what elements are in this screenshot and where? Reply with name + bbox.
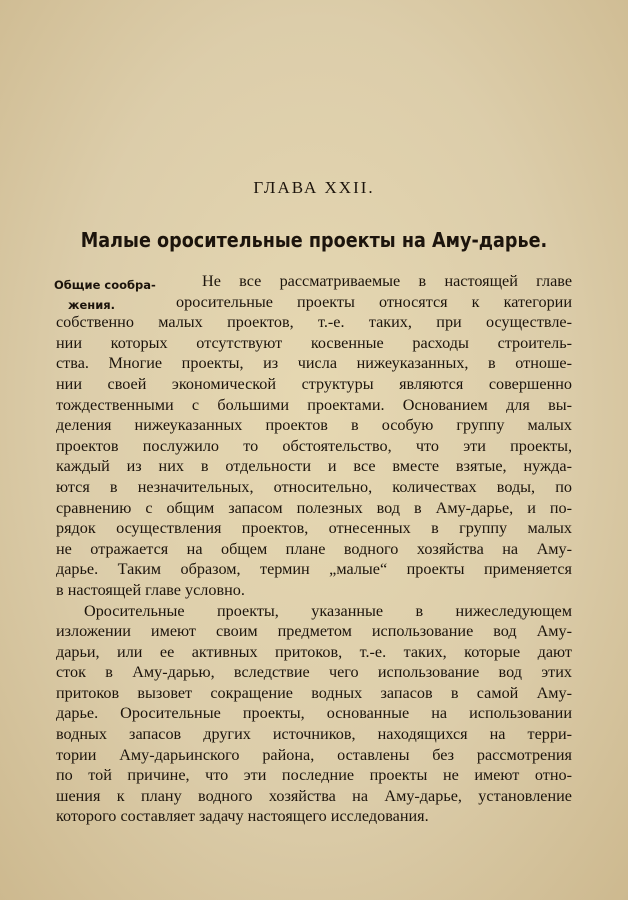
text-line: в настоящей главе условно. xyxy=(56,580,245,599)
text-line: по той причине, что эти последние проекты не имеют отно- xyxy=(56,766,572,785)
text-line: дарьи, или ее активных притоков, т.-е. таких, которые дают xyxy=(56,642,572,661)
text-line: Оросительные проекты, указанные в нижеследующем xyxy=(84,601,572,620)
text-line: сток в Аму-дарью, вследствие чего использование вод этих xyxy=(56,663,572,682)
margin-note-line: Общие сообра- xyxy=(54,278,156,292)
text-line: дарье. Таким образом, термин „малые“ проекты применяется xyxy=(56,560,572,579)
text-line: собственно малых проектов, т.-е. таких, при осуществле- xyxy=(56,313,572,332)
text-line: каждый из них в отдельности и все вместе взятые, нужда- xyxy=(56,457,572,476)
text-line: ства. Многие проекты, из числа нижеуказанных, в отноше- xyxy=(56,354,572,373)
text-line: тории Аму-дарьинского района, оставлены без рассмотрения xyxy=(56,745,572,764)
text-line: Не все рассматриваемые в настоящей главе xyxy=(202,272,572,290)
text-line: рядок осуществления проектов, отнесенных в группу малых xyxy=(56,519,572,538)
text-line: нии которых отсутствуют косвенные расходы строитель- xyxy=(56,333,572,352)
text-line: деления нижеуказанных проектов в особую группу малых xyxy=(56,416,572,435)
margin-note-line: жения. xyxy=(68,298,115,312)
section-title: Малые оросительные проекты на Аму-дарье. xyxy=(80,228,548,252)
body-text xyxy=(56,271,572,827)
text-line: проектов послужило то обстоятельство, что эти проекты, xyxy=(56,436,572,455)
text-line: дарье. Оросительные проекты, основанные на использовании xyxy=(56,704,572,723)
text-line: тождественными с большими проектами. Основанием для вы- xyxy=(56,395,572,414)
text-line: не отражается на общем плане водного хозяйства на Аму- xyxy=(56,539,572,558)
text-line: изложении имеют своим предметом использование вод Аму- xyxy=(56,622,572,641)
text-line: ются в незначительных, относительно, количествах воды, по xyxy=(56,477,572,496)
text-line: оросительные проекты относятся к категории xyxy=(176,292,572,311)
text-line: притоков вызовет сокращение водных запасов в самой Аму- xyxy=(56,683,572,702)
text-line: сравнению с общим запасом полезных вод в Аму-дарье, и по- xyxy=(56,498,572,517)
text-line: водных запасов других источников, находящихся на терри- xyxy=(56,725,572,744)
text-line: нии своей экономической структуры являются совершенно xyxy=(56,374,572,393)
text-line: которого составляет задачу настоящего исследования. xyxy=(56,807,429,826)
text-line: шения к плану водного хозяйства на Аму-дарье, установление xyxy=(56,786,572,805)
chapter-heading: ГЛАВА XXII. xyxy=(253,178,375,197)
